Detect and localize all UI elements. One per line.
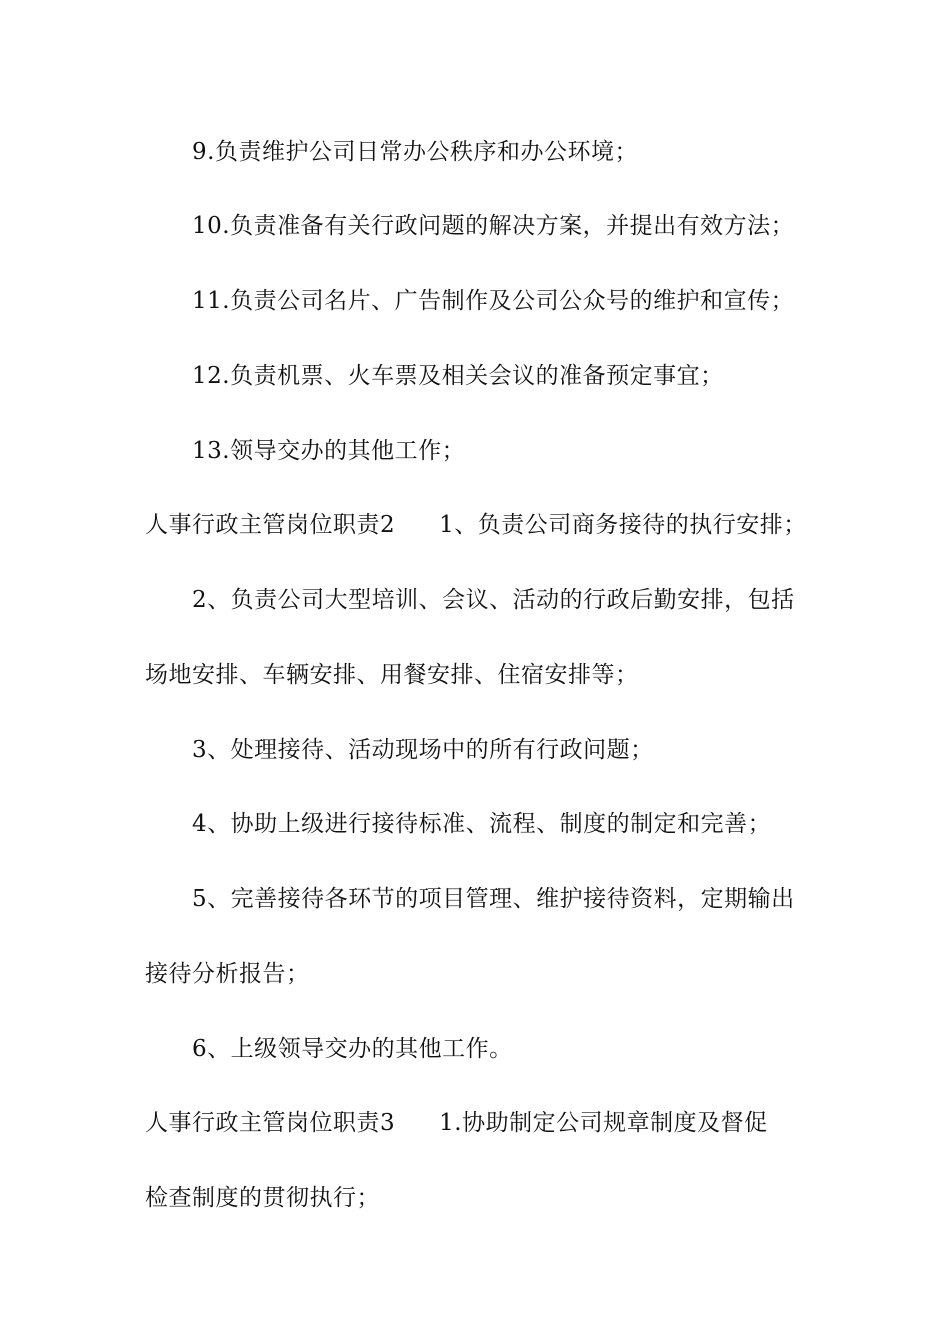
paragraph-item-11: 11.负责公司名片、广告制作及公司公众号的维护和宣传； bbox=[192, 288, 795, 314]
section-title-3: 人事行政主管岗位职责3 bbox=[145, 1110, 396, 1136]
section-2-item-2: 2、负责公司大型培训、会议、活动的行政后勤安排，包括 bbox=[192, 587, 795, 613]
section-2-item-6: 6、上级领导交办的其他工作。 bbox=[192, 1036, 513, 1062]
section-2-item-4: 4、协助上级进行接待标准、流程、制度的制定和完善； bbox=[192, 811, 772, 837]
paragraph-item-10: 10.负责准备有关行政问题的解决方案，并提出有效方法； bbox=[192, 213, 795, 239]
section-2-item-5-continued: 接待分析报告； bbox=[145, 961, 310, 987]
section-heading-2 bbox=[145, 509, 810, 541]
section-2-item-1: 1、负责公司商务接待的执行安排； bbox=[439, 512, 807, 538]
section-3-item-1: 1.协助制定公司规章制度及督促 bbox=[439, 1110, 768, 1136]
section-2-item-3: 3、处理接待、活动现场中的所有行政问题； bbox=[192, 737, 654, 763]
section-2-item-5: 5、完善接待各环节的项目管理、维护接待资料，定期输出 bbox=[192, 886, 795, 912]
paragraph-item-9: 9.负责维护公司日常办公秩序和办公环境； bbox=[192, 139, 638, 165]
paragraph-item-12: 12.负责机票、火车票及相关会议的准备预定事宜； bbox=[192, 363, 724, 389]
paragraph-item-13: 13.领导交办的其他工作； bbox=[192, 438, 466, 464]
section-title-2: 人事行政主管岗位职责2 bbox=[145, 512, 396, 538]
section-2-item-2-continued: 场地安排、车辆安排、用餐安排、住宿安排等； bbox=[145, 662, 639, 688]
section-3-item-1-continued: 检查制度的贯彻执行； bbox=[145, 1185, 380, 1211]
section-heading-3 bbox=[145, 1107, 810, 1139]
